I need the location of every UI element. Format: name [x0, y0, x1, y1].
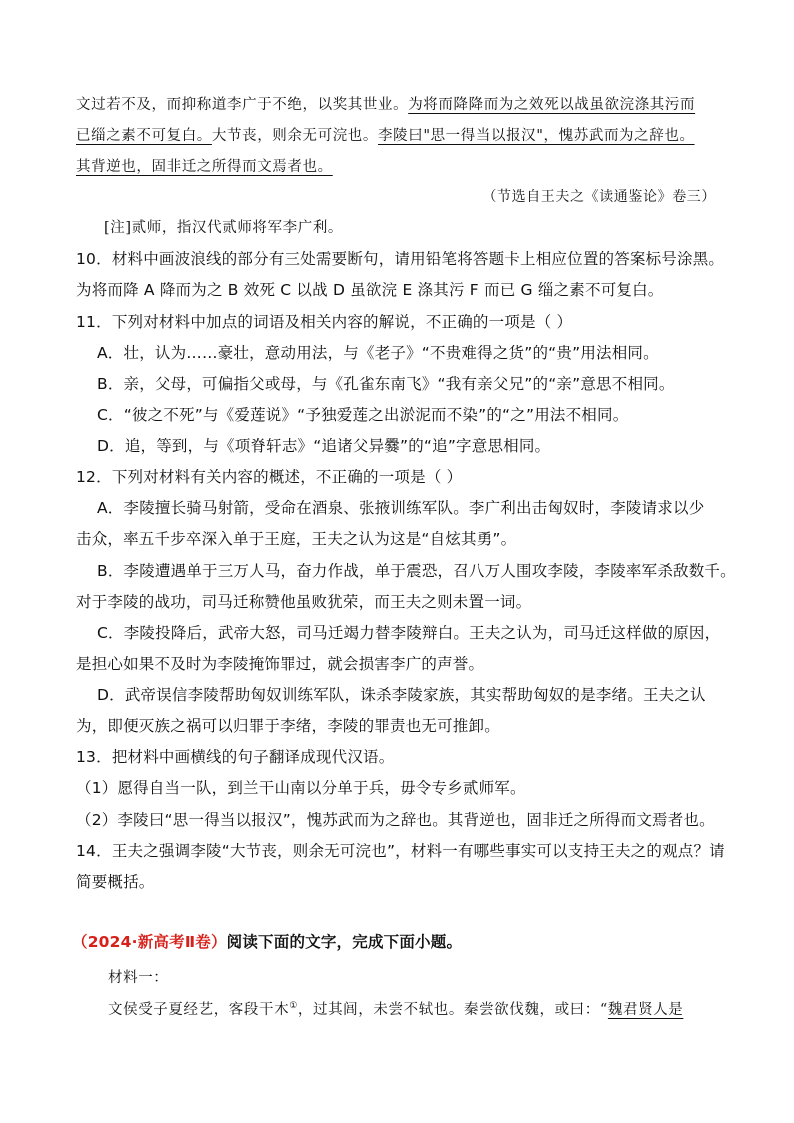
passage-line-2-underlined-b: 李陵曰"思一得当以报汉"，愧苏武而为之辞也。 — [378, 128, 695, 144]
question-12-option-c-line-2: 是担心如果不及时为李陵掩饰罪过，就会损害李广的声誉。 — [76, 655, 485, 673]
question-12-option-b-line-1: B．李陵遭遇单于三万人马，奋力作战，单于震恐，召八万人围攻李陵，李陵率军杀敌数千。 — [97, 562, 736, 580]
material-1-line-1-plain: 文侯受子夏经艺，客段干木 — [108, 1002, 290, 1018]
question-11-option-d: D．追，等到，与《项脊轩志》“追诸父异爨”的“追”字意思相同。 — [97, 437, 551, 455]
passage-source: （节选自王夫之《读通鉴论》卷三） — [482, 189, 716, 205]
passage-line-2-underlined-a: 已缁之素不可复白。 — [76, 128, 212, 144]
question-14-line-1: 14．王夫之强调李陵“大节丧，则余无可浣也”，材料一有哪些事实可以支持王夫之的观点？请 — [76, 842, 725, 860]
question-12-option-a-line-1: A．李陵擅长骑马射箭，受命在酒泉、张掖训练军队。李广利出击匈奴时，李陵请求以少 — [97, 499, 705, 517]
question-12-option-c-line-1: C．李陵投降后，武帝大怒，司马迁竭力替李陵辩白。王夫之认为，司马迁这样做的原因， — [97, 624, 721, 642]
question-12-option-d-line-1: D．武帝误信李陵帮助匈奴训练军队，诛杀李陵家族，其实帮助匈奴的是李绪。王夫之认 — [97, 686, 706, 704]
material-1-line-1-underlined: 魏君贤人是 — [607, 1002, 684, 1018]
question-11-stem: 11．下列对材料中加点的词语及相关内容的解说，不正确的一项是（ ） — [76, 313, 573, 331]
material-1-line-1-rest: ，过其闾，未尝不轼也。秦尝欲伐魏，或曰：“ — [297, 1002, 608, 1018]
question-13-item-1: （1）愿得自当一队，到兰干山南以分单于兵，毋令专乡贰师军。 — [76, 779, 526, 797]
passage-line-1-underlined: 为将而降降而为之效死以战虽欲浣涤其污而 — [408, 97, 696, 113]
section-2-instruction: 阅读下面的文字，完成下面小题。 — [226, 933, 463, 951]
question-12-stem: 12．下列对材料有关内容的概述，不正确的一项是（ ） — [76, 468, 463, 486]
exam-source-tag: （2024·新高考Ⅱ卷） — [72, 933, 227, 951]
question-12-option-d-line-2: 为，即便灭族之祸可以归罪于李绪，李陵的罪责也无可推卸。 — [76, 717, 500, 735]
footnote-mark: ① — [289, 1001, 298, 1012]
material-1-line-1 — [108, 1003, 683, 1018]
section-2-header — [72, 935, 462, 951]
question-13-stem: 13．把材料中画横线的句子翻译成现代汉语。 — [76, 748, 395, 766]
passage-line-2 — [76, 129, 695, 144]
passage-line-1 — [76, 98, 695, 113]
question-12-option-b-line-2: 对于李陵的战功，司马迁称赞他虽败犹荣，而王夫之则未置一词。 — [76, 593, 532, 611]
passage-line-1-plain: 文过若不及，而抑称道李广于不绝，以奖其世业。 — [76, 97, 409, 113]
question-13-item-2: （2）李陵曰“思一得当以报汉”，愧苏武而为之辞也。其背逆也，固非迁之所得而文焉者也。 — [76, 811, 715, 829]
passage-line-3 — [76, 160, 333, 175]
material-1-label: 材料一： — [108, 970, 169, 986]
question-10-text: 为将而降 A 降而为之 B 效死 C 以战 D 虽欲浣 E 涤其污 F 而已 G 缁之素不可复白。 — [76, 281, 664, 299]
question-11-option-c: C．“彼之不死”与《爱莲说》“予独爱莲之出淤泥而不染”的“之”用法不相同。 — [97, 406, 629, 424]
question-10-stem: 10．材料中画波浪线的部分有三处需要断句，请用铅笔将答题卡上相应位置的答案标号涂黑。 — [76, 250, 725, 268]
passage-line-2-plain: 大节丧，则余无可浣也。 — [211, 128, 379, 144]
question-12-option-a-line-2: 击众，率五千步卒深入单于王庭，王夫之认为这是“自炫其勇”。 — [76, 530, 517, 548]
passage-note: [注]贰师，指汉代贰师将军李广利。 — [104, 220, 344, 236]
passage-line-3-underlined: 其背逆也，固非迁之所得而文焉者也。 — [76, 159, 333, 175]
question-11-option-a: A．壮，认为……豪壮，意动用法，与《老子》“不贵难得之货”的“贵”用法相同。 — [97, 344, 659, 362]
question-11-option-b: B．亲，父母，可偏指父或母，与《孔雀东南飞》“我有亲父兄”的“亲”意思不相同。 — [97, 375, 675, 393]
question-14-line-2: 简要概括。 — [76, 873, 155, 891]
